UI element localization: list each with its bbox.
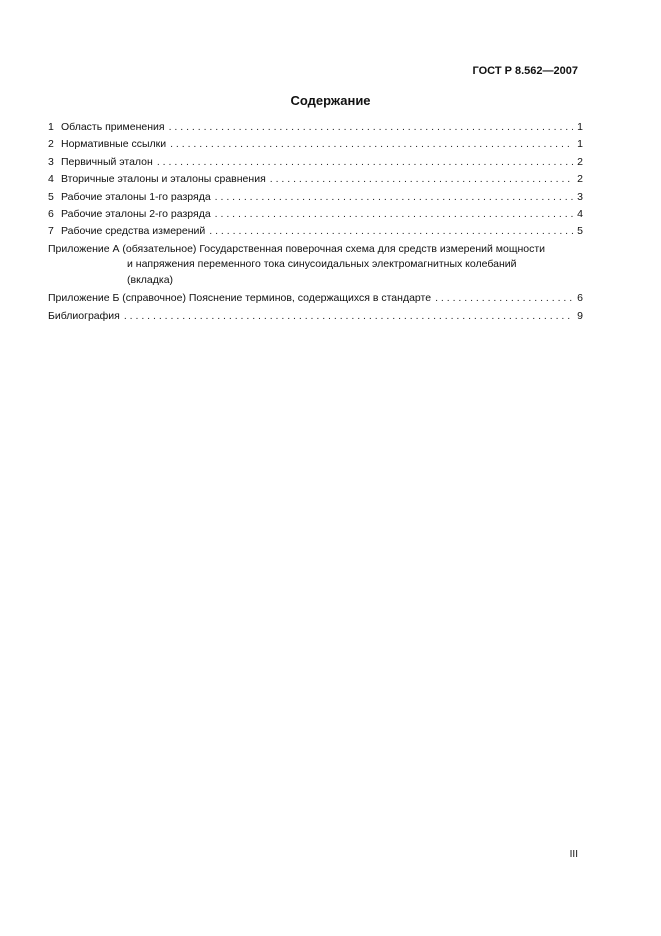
toc-item-page: 2: [577, 173, 583, 186]
toc-item-label: Рабочие средства измерений: [61, 225, 206, 238]
toc-item-number: 6: [48, 207, 54, 220]
toc-item-6[interactable]: [48, 206, 583, 223]
toc-item-label: Область применения: [61, 121, 165, 133]
toc-item-5[interactable]: [48, 189, 583, 206]
toc-item-number: 3: [48, 155, 54, 168]
toc-item-page: 1: [577, 138, 583, 151]
appendix-a-line: и напряжения переменного тока синусоидальных электромагнитных колебаний: [127, 258, 517, 271]
toc-item-label: Вторичные эталоны и эталоны сравнения: [61, 173, 266, 186]
toc-item-2[interactable]: [48, 136, 583, 153]
toc-item-page: 5: [577, 225, 583, 238]
toc-item-label: Рабочие эталоны 1-го разряда: [61, 190, 211, 203]
toc-item-page: 1: [577, 121, 583, 133]
toc-item-number: 7: [48, 225, 54, 238]
dot-leader: [209, 223, 573, 240]
toc-item-7[interactable]: [48, 223, 583, 240]
toc-item-label: Первичный эталон: [61, 155, 153, 168]
appendix-a-line: (вкладка): [127, 273, 174, 286]
toc-item-number: 2: [48, 138, 54, 151]
toc-item-page: 6: [577, 292, 583, 305]
toc-item-3[interactable]: [48, 154, 583, 171]
standard-id: ГОСТ Р 8.562—2007: [472, 65, 578, 77]
appendix-a-line: Приложение А (обязательное) Государственная поверочная схема для средств измерений мощности: [48, 242, 546, 255]
toc-appendix-a[interactable]: [48, 241, 583, 291]
toc-item-label: Библиография: [48, 309, 120, 322]
toc-item-page: 2: [577, 155, 583, 168]
table-of-contents: [48, 119, 583, 325]
toc-item-4[interactable]: [48, 171, 583, 188]
toc-item-1[interactable]: [48, 119, 583, 136]
dot-leader: [435, 290, 573, 307]
page-title: Содержание: [290, 93, 371, 108]
page-number: III: [569, 849, 578, 860]
toc-item-page: 9: [577, 309, 583, 322]
toc-bibliography[interactable]: [48, 308, 583, 325]
toc-appendix-b[interactable]: [48, 290, 583, 307]
toc-item-number: 4: [48, 173, 54, 186]
dot-leader: [124, 308, 573, 325]
toc-item-number: 5: [48, 190, 54, 203]
toc-item-label: Рабочие эталоны 2-го разряда: [61, 207, 211, 220]
dot-leader: [169, 119, 574, 136]
toc-item-label: Нормативные ссылки: [61, 138, 167, 151]
dot-leader: [215, 189, 574, 206]
toc-item-number: 1: [48, 121, 54, 133]
dot-leader: [215, 206, 574, 223]
toc-item-label: Приложение Б (справочное) Пояснение терминов, содержащихся в стандарте: [48, 292, 432, 305]
dot-leader: [270, 171, 573, 188]
toc-item-page: 4: [577, 207, 583, 220]
toc-item-page: 3: [577, 190, 583, 203]
dot-leader: [157, 154, 573, 171]
dot-leader: [170, 136, 573, 153]
